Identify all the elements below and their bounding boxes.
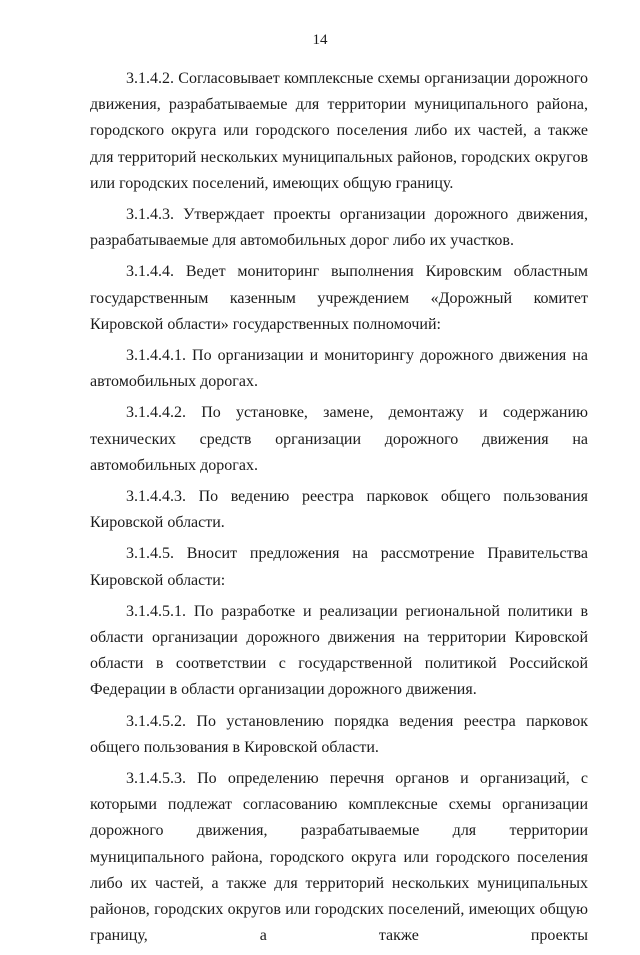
paragraph-3-1-4-4: 3.1.4.4. Ведет мониторинг выполнения Кировским областным государственным казенным учреждением «Дорожный комитет Кировской области» государственных полномочий: (90, 263, 588, 333)
paragraph-3-1-4-2: 3.1.4.2. Согласовывает комплексные схемы организации дорожного движения, разрабатываемые для территории муниципального района, городского округа или городского поселения либо их частей, а также для территорий нескольких муниципальных районов, городских округов или городских поселений, имеющих общую границу. (90, 70, 588, 192)
document-body (90, 66, 588, 955)
paragraph-3-1-4-5-2: 3.1.4.5.2. По установлению порядка ведения реестра парковок общего пользования в Кировской области. (90, 712, 588, 756)
page-number: 14 (312, 32, 328, 48)
paragraph-3-1-4-5-1: 3.1.4.5.1. По разработке и реализации региональной политики в области организации дорожного движения на территории Кировской области в соответствии с государственной политикой Российской Федерации в области организации дорожного движения. (90, 602, 588, 699)
paragraph-3-1-4-5: 3.1.4.5. Вносит предложения на рассмотрение Правительства Кировской области: (90, 545, 588, 589)
paragraph-3-1-4-5-3: 3.1.4.5.3. По определению перечня органов и организаций, с которыми подлежат согласованию комплексные схемы организации дорожного движения, разрабатываемые для территории муниципального района, городского округа или городского поселения либо их частей, а также для территорий нескольких муниципальных районов, городских округов или городских поселений, имеющих общую границу, а также проекты (90, 770, 588, 945)
paragraph-3-1-4-4-3: 3.1.4.4.3. По ведению реестра парковок общего пользования Кировской области. (90, 488, 588, 532)
paragraph-3-1-4-3: 3.1.4.3. Утверждает проекты организации дорожного движения, разрабатываемые для автомобильных дорог либо их участков. (90, 206, 588, 250)
paragraph-3-1-4-4-2: 3.1.4.4.2. По установке, замене, демонтажу и содержанию технических средств организации дорожного движения на автомобильных дорогах. (90, 404, 588, 474)
paragraph-3-1-4-4-1: 3.1.4.4.1. По организации и мониторингу дорожного движения на автомобильных дорогах. (90, 347, 588, 391)
